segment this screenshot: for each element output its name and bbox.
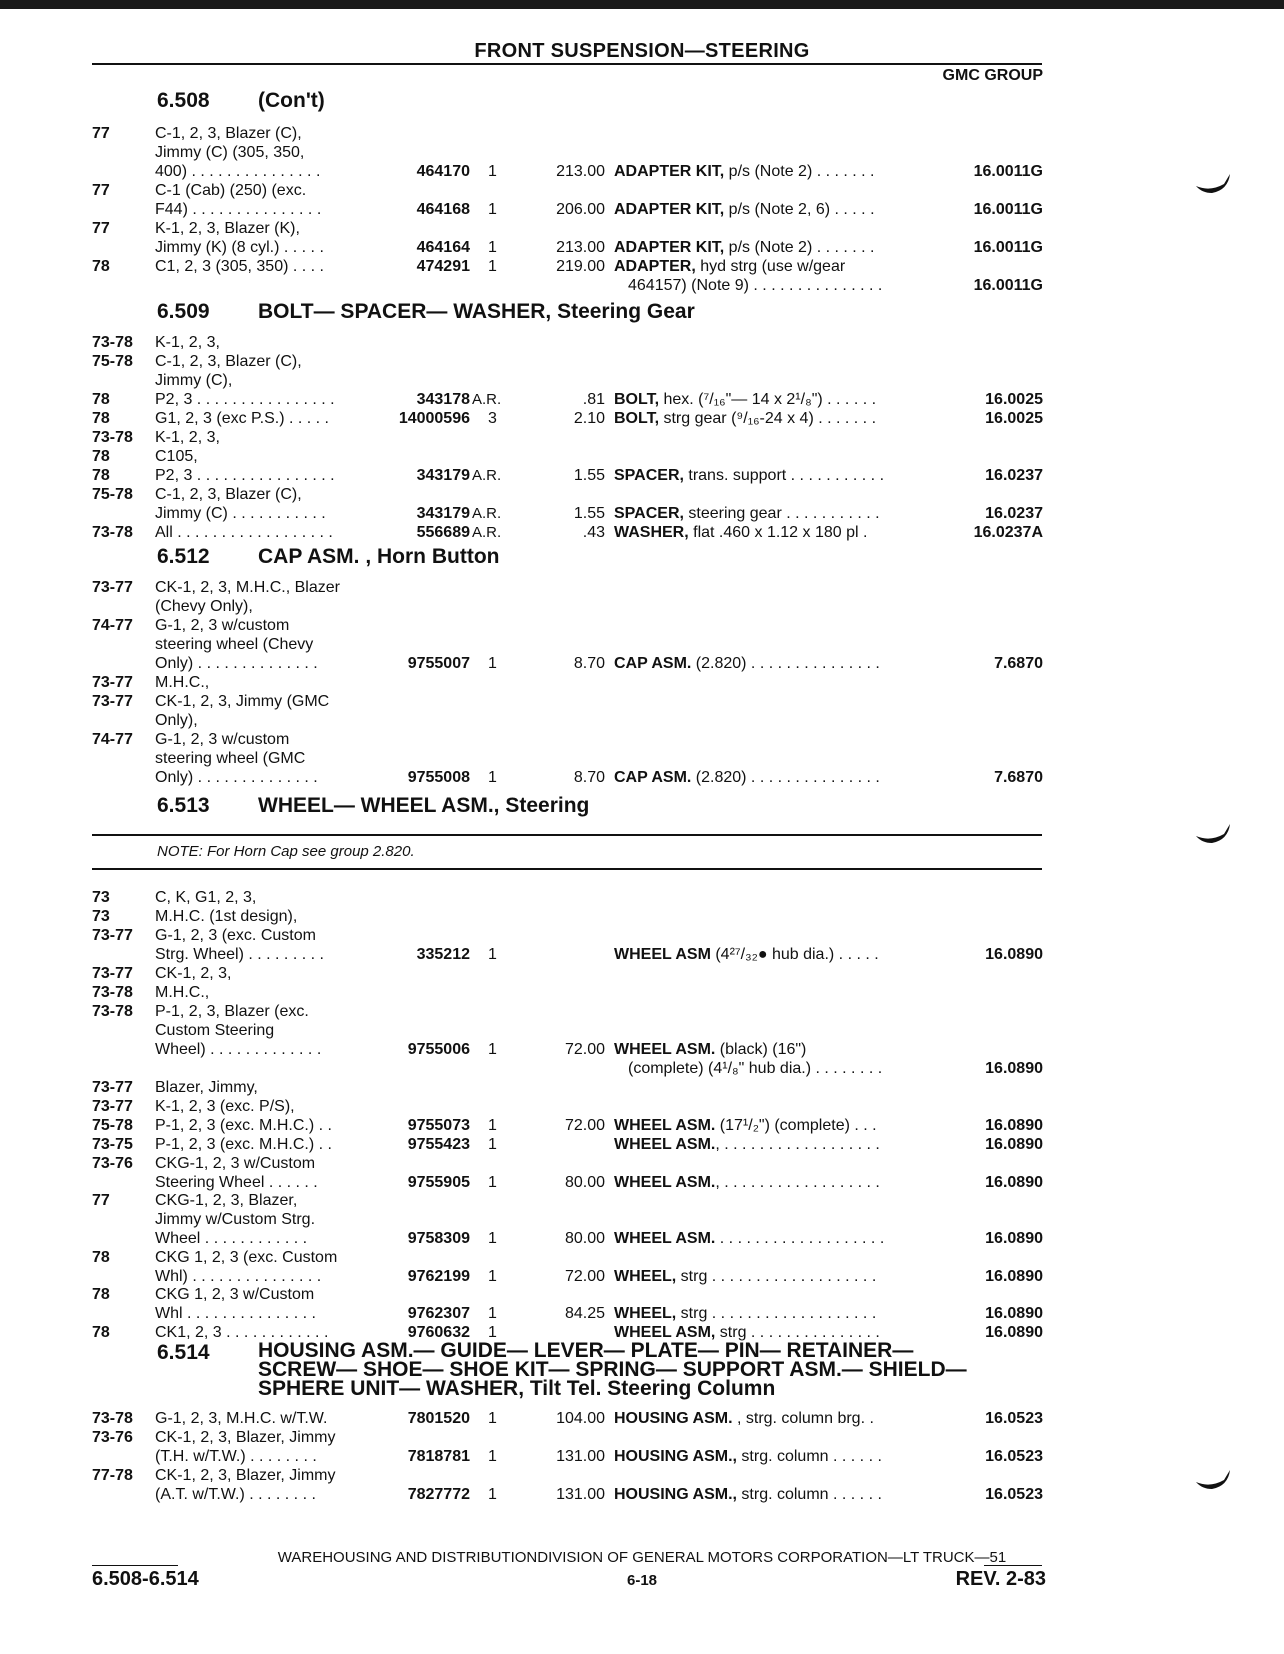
row-price: 131.00 <box>556 1448 605 1465</box>
row-description-name: HOUSING ASM., <box>614 1448 737 1465</box>
row-application: G-1, 2, 3, M.H.C. w/T.W. <box>155 1410 328 1427</box>
row-application: Custom Steering <box>155 1022 275 1039</box>
row-price: 72.00 <box>564 1117 605 1134</box>
row-group: 16.0890 <box>985 946 1043 963</box>
row-quantity: 1 <box>488 1448 497 1465</box>
row-year: 73-77 <box>92 927 133 944</box>
row-description-name: WHEEL ASM. <box>614 1230 716 1247</box>
punch-hole-mark <box>1194 1468 1232 1490</box>
row-price: 206.00 <box>556 201 605 218</box>
row-application: C-1, 2, 3, Blazer (C), <box>155 353 302 370</box>
row-quantity: 3 <box>488 410 497 427</box>
row-description-detail: (17¹/₂") (complete) . . . <box>715 1117 877 1134</box>
row-application: P-1, 2, 3, Blazer (exc. <box>155 1003 309 1020</box>
row-quantity: 1 <box>488 1410 497 1427</box>
footer-page-number: 6-18 <box>626 1572 658 1589</box>
section-title-line3: SPHERE UNIT— WASHER, Tilt Tel. Steering Column <box>258 1377 776 1400</box>
row-description-detail: (2.820) . . . . . . . . . . . . . . . <box>691 655 880 672</box>
row-description-name: WHEEL ASM, <box>614 1324 716 1341</box>
section-title-line2: SCREW— SHOE— SHOE KIT— SPRING— SUPPORT ASM.— SHIELD— <box>258 1358 967 1381</box>
row-description <box>614 1323 934 1342</box>
row-part-number: 14000596 <box>398 410 470 427</box>
row-part-number: 7818781 <box>407 1448 470 1465</box>
row-part-number: 556689 <box>416 524 470 541</box>
section-number: 6.508 <box>157 89 210 112</box>
row-year: 73-76 <box>92 1429 133 1446</box>
row-part-number: 9755006 <box>407 1041 470 1058</box>
row-group: 16.0523 <box>985 1410 1043 1427</box>
row-description <box>628 1059 948 1078</box>
row-part-number: 343179 <box>416 505 470 522</box>
section-title: (Con't) <box>258 89 325 112</box>
row-part-number: 9762307 <box>407 1305 470 1322</box>
row-description-detail: strg. column . . . . . . <box>736 1486 882 1503</box>
row-quantity: 1 <box>488 1305 497 1322</box>
row-price: 213.00 <box>556 239 605 256</box>
title-rule <box>92 63 1042 65</box>
row-application: Jimmy (K) (8 cyl.) . . . . . <box>155 239 324 256</box>
row-description-detail: strg gear (⁹/₁₆-24 x 4) . . . . . . . <box>659 410 877 427</box>
punch-hole-mark <box>1194 822 1232 844</box>
row-description <box>614 1116 934 1135</box>
row-description-detail: (4²⁷/₃₂● hub dia.) . . . . . <box>710 946 879 963</box>
row-description-name: SPACER, <box>614 467 684 484</box>
row-description-name: SPACER, <box>614 505 684 522</box>
row-price: 1.55 <box>573 505 605 522</box>
row-quantity: A.R. <box>472 467 502 484</box>
row-application: CKG-1, 2, 3 w/Custom <box>155 1155 316 1172</box>
row-year: 73-76 <box>92 1155 133 1172</box>
row-application: (Chevy Only), <box>155 598 253 615</box>
row-description-detail: p/s (Note 2, 6) . . . . . <box>724 201 875 218</box>
row-part-number: 9758309 <box>407 1230 470 1247</box>
row-part-number: 9760632 <box>407 1324 470 1341</box>
row-part-number: 9755073 <box>407 1117 470 1134</box>
row-year: 73-77 <box>92 693 133 710</box>
row-description-detail: . . . . . . . . . . . . . . . . . . . <box>715 1230 885 1247</box>
row-group: 16.0011G <box>973 163 1043 180</box>
row-part-number: 343179 <box>416 467 470 484</box>
row-group: 16.0890 <box>985 1324 1043 1341</box>
row-year: 78 <box>92 391 110 408</box>
row-part-number: 9755905 <box>407 1174 470 1191</box>
row-description <box>614 162 934 181</box>
row-description-name: ADAPTER KIT, <box>614 239 725 256</box>
row-price: 80.00 <box>564 1174 605 1191</box>
row-group: 16.0237 <box>985 467 1043 484</box>
page-title: FRONT SUSPENSION—STEERING <box>474 40 810 62</box>
row-year: 78 <box>92 410 110 427</box>
row-application: CK-1, 2, 3, Jimmy (GMC <box>155 693 330 710</box>
row-part-number: 474291 <box>416 258 470 275</box>
row-part-number: 464168 <box>416 201 470 218</box>
row-description <box>614 945 934 964</box>
row-group: 7.6870 <box>994 655 1043 672</box>
row-application: Steering Wheel . . . . . . <box>155 1174 318 1191</box>
row-price: .43 <box>582 524 605 541</box>
row-description <box>614 523 934 542</box>
row-description-name: HOUSING ASM., <box>614 1486 737 1503</box>
row-quantity: 1 <box>488 163 497 180</box>
row-description-name: WHEEL, <box>614 1305 677 1322</box>
row-year: 73-78 <box>92 984 133 1001</box>
row-description-name: BOLT, <box>614 391 660 408</box>
row-price: 213.00 <box>556 163 605 180</box>
row-description-name: HOUSING ASM. <box>614 1410 733 1427</box>
row-year: 73-77 <box>92 965 133 982</box>
row-year: 77 <box>92 1192 110 1209</box>
row-quantity: 1 <box>488 1174 497 1191</box>
row-description <box>614 768 934 787</box>
row-group: 16.0237A <box>973 524 1043 541</box>
row-quantity: 1 <box>488 655 497 672</box>
row-part-number: 9762199 <box>407 1268 470 1285</box>
row-application: G-1, 2, 3 (exc. Custom <box>155 927 316 944</box>
row-price: 8.70 <box>573 655 605 672</box>
row-description-detail: strg . . . . . . . . . . . . . . . . . . . <box>676 1268 877 1285</box>
row-application: CK-1, 2, 3, M.H.C., Blazer <box>155 579 340 596</box>
row-description-detail: p/s (Note 2) . . . . . . . <box>724 239 875 256</box>
row-description <box>614 654 934 673</box>
row-year: 75-78 <box>92 1117 133 1134</box>
row-year: 78 <box>92 258 110 275</box>
row-application: Blazer, Jimmy, <box>155 1079 258 1096</box>
row-application: G-1, 2, 3 w/custom <box>155 731 290 748</box>
row-price: 72.00 <box>564 1268 605 1285</box>
row-price: 72.00 <box>564 1041 605 1058</box>
row-quantity: 1 <box>488 258 497 275</box>
row-application: (A.T. w/T.W.) . . . . . . . . <box>155 1486 316 1503</box>
row-application: CKG-1, 2, 3, Blazer, <box>155 1192 298 1209</box>
note-rule-bottom <box>92 868 1042 870</box>
row-group: 16.0890 <box>985 1174 1043 1191</box>
row-application: M.H.C. (1st design), <box>155 908 298 925</box>
section-title: BOLT— SPACER— WASHER, Steering Gear <box>258 300 695 323</box>
row-description-detail: (2.820) . . . . . . . . . . . . . . . <box>691 769 880 786</box>
row-application: (T.H. w/T.W.) . . . . . . . . <box>155 1448 317 1465</box>
top-border <box>0 0 1284 9</box>
row-year: 73-78 <box>92 1003 133 1020</box>
row-application: Only), <box>155 712 198 729</box>
row-description-detail: strg . . . . . . . . . . . . . . . <box>715 1324 880 1341</box>
row-group: 16.0523 <box>985 1486 1043 1503</box>
row-description <box>614 1267 934 1286</box>
row-description-detail: p/s (Note 2) . . . . . . . <box>724 163 875 180</box>
row-description-name: BOLT, <box>614 410 660 427</box>
row-group: 16.0011G <box>973 277 1043 294</box>
row-price: 1.55 <box>573 467 605 484</box>
row-part-number: 343178 <box>416 391 470 408</box>
row-price: 104.00 <box>556 1410 605 1427</box>
row-description-detail: hex. (⁷/₁₆"— 14 x 2¹/₈") . . . . . . <box>659 391 877 408</box>
row-description <box>614 409 934 428</box>
row-application: Jimmy (C), <box>155 372 233 389</box>
row-application: Wheel) . . . . . . . . . . . . . <box>155 1041 322 1058</box>
row-application: Only) . . . . . . . . . . . . . . <box>155 655 318 672</box>
row-application: P2, 3 . . . . . . . . . . . . . . . . <box>155 391 335 408</box>
section-title: CAP ASM. , Horn Button <box>258 545 500 568</box>
note-text: NOTE: For Horn Cap see group 2.820. <box>157 843 415 860</box>
row-description-detail: , . . . . . . . . . . . . . . . . . . <box>715 1136 880 1153</box>
row-description-detail: strg. column . . . . . . <box>736 1448 882 1465</box>
row-part-number: 335212 <box>416 946 470 963</box>
row-description-name: WHEEL ASM. <box>614 1041 716 1058</box>
row-quantity: 1 <box>488 239 497 256</box>
row-price: 2.10 <box>573 410 605 427</box>
row-part-number: 7801520 <box>407 1410 470 1427</box>
row-application: G-1, 2, 3 w/custom <box>155 617 290 634</box>
section-number: 6.514 <box>157 1341 210 1364</box>
row-description <box>614 466 934 485</box>
row-application: CK-1, 2, 3, Blazer, Jimmy <box>155 1429 336 1446</box>
row-description-detail: strg . . . . . . . . . . . . . . . . . . . <box>676 1305 877 1322</box>
row-application: P-1, 2, 3 (exc. M.H.C.) . . <box>155 1136 332 1153</box>
row-application: CK-1, 2, 3, Blazer, Jimmy <box>155 1467 336 1484</box>
row-application: Jimmy (C) . . . . . . . . . . . <box>155 505 326 522</box>
row-description <box>614 257 934 276</box>
row-group: 16.0890 <box>985 1060 1043 1077</box>
row-application: 400) . . . . . . . . . . . . . . . <box>155 163 321 180</box>
row-application: Only) . . . . . . . . . . . . . . <box>155 769 318 786</box>
row-quantity: A.R. <box>472 391 502 408</box>
row-year: 78 <box>92 1249 110 1266</box>
row-application: C1, 2, 3 (305, 350) . . . . <box>155 258 324 275</box>
row-price: 84.25 <box>564 1305 605 1322</box>
row-year: 75-78 <box>92 353 133 370</box>
row-application: P2, 3 . . . . . . . . . . . . . . . . <box>155 467 335 484</box>
row-description-name: CAP ASM. <box>614 655 692 672</box>
row-quantity: 1 <box>488 1117 497 1134</box>
row-year: 77 <box>92 220 110 237</box>
row-quantity: 1 <box>488 1486 497 1503</box>
row-year: 77-78 <box>92 1467 133 1484</box>
row-quantity: 1 <box>488 201 497 218</box>
row-quantity: A.R. <box>472 524 502 541</box>
row-year: 73-78 <box>92 334 133 351</box>
row-application: K-1, 2, 3, <box>155 334 220 351</box>
row-description-name: ADAPTER KIT, <box>614 163 725 180</box>
row-application: All . . . . . . . . . . . . . . . . . . <box>155 524 333 541</box>
section-number: 6.513 <box>157 794 210 817</box>
row-description-detail: flat .460 x 1.12 x 180 pl . <box>688 524 868 541</box>
row-group: 7.6870 <box>994 769 1043 786</box>
row-group: 16.0890 <box>985 1117 1043 1134</box>
row-year: 73-77 <box>92 1098 133 1115</box>
row-description-detail: trans. support . . . . . . . . . . . <box>683 467 885 484</box>
row-price: .81 <box>582 391 605 408</box>
row-application: C, K, G1, 2, 3, <box>155 889 257 906</box>
row-application: K-1, 2, 3, <box>155 429 220 446</box>
row-year: 77 <box>92 182 110 199</box>
row-description <box>614 390 934 409</box>
row-year: 73-77 <box>92 674 133 691</box>
row-group: 16.0890 <box>985 1230 1043 1247</box>
row-year: 73-78 <box>92 429 133 446</box>
row-quantity: 1 <box>488 769 497 786</box>
footer-revision: REV. 2-83 <box>955 1568 1046 1590</box>
row-description-name: ADAPTER KIT, <box>614 201 725 218</box>
row-description-name: WHEEL, <box>614 1268 677 1285</box>
row-description <box>614 1135 934 1154</box>
row-price: 219.00 <box>556 258 605 275</box>
row-group: 16.0890 <box>985 1305 1043 1322</box>
row-part-number: 464170 <box>416 163 470 180</box>
row-description-detail: , . . . . . . . . . . . . . . . . . . <box>715 1174 880 1191</box>
row-description <box>614 238 934 257</box>
row-description <box>614 1447 934 1466</box>
row-application: Jimmy (C) (305, 350, <box>155 144 305 161</box>
row-application: K-1, 2, 3, Blazer (K), <box>155 220 300 237</box>
row-group: 16.0890 <box>985 1268 1043 1285</box>
row-group: 16.0523 <box>985 1448 1043 1465</box>
row-price: 8.70 <box>573 769 605 786</box>
row-part-number: 9755423 <box>407 1136 470 1153</box>
row-description-detail: 464157) (Note 9) . . . . . . . . . . . . . . . <box>628 277 883 294</box>
row-application: M.H.C., <box>155 674 210 691</box>
row-description-name: WHEEL ASM. <box>614 1174 716 1191</box>
row-description <box>614 1304 934 1323</box>
row-description-detail: (black) (16") <box>715 1041 807 1058</box>
row-part-number: 9755008 <box>407 769 470 786</box>
row-application: CKG 1, 2, 3 w/Custom <box>155 1286 315 1303</box>
row-application: CKG 1, 2, 3 (exc. Custom <box>155 1249 338 1266</box>
row-quantity: 1 <box>488 1041 497 1058</box>
row-description <box>614 200 934 219</box>
row-year: 73-77 <box>92 579 133 596</box>
row-price: 131.00 <box>556 1486 605 1503</box>
row-group: 16.0025 <box>985 391 1043 408</box>
row-application: C-1, 2, 3, Blazer (C), <box>155 125 302 142</box>
row-description-name: ADAPTER, <box>614 258 696 275</box>
row-year: 74-77 <box>92 617 133 634</box>
row-application: Strg. Wheel) . . . . . . . . . <box>155 946 324 963</box>
row-application: P-1, 2, 3 (exc. M.H.C.) . . <box>155 1117 332 1134</box>
row-application: F44) . . . . . . . . . . . . . . . <box>155 201 322 218</box>
row-description <box>614 1173 934 1192</box>
section-number: 6.509 <box>157 300 210 323</box>
row-part-number: 9755007 <box>407 655 470 672</box>
row-application: M.H.C., <box>155 984 210 1001</box>
row-part-number: 7827772 <box>407 1486 470 1503</box>
row-quantity: 1 <box>488 1324 497 1341</box>
row-group: 16.0025 <box>985 410 1043 427</box>
row-description-name: WASHER, <box>614 524 689 541</box>
row-year: 73 <box>92 908 110 925</box>
row-quantity: 1 <box>488 1136 497 1153</box>
row-application: K-1, 2, 3 (exc. P/S), <box>155 1098 295 1115</box>
footer-text: WAREHOUSING AND DISTRIBUTIONDIVISION OF GENERAL MOTORS CORPORATION—LT TRUCK—51 <box>277 1549 1007 1566</box>
row-quantity: 1 <box>488 1268 497 1285</box>
row-application: C105, <box>155 448 198 465</box>
footer-section-range: 6.508-6.514 <box>92 1568 199 1590</box>
row-description-name: WHEEL ASM. <box>614 1136 716 1153</box>
row-description <box>614 1485 934 1504</box>
row-description-name: CAP ASM. <box>614 769 692 786</box>
row-description <box>614 1040 934 1059</box>
row-year: 73-78 <box>92 1410 133 1427</box>
section-title: WHEEL— WHEEL ASM., Steering <box>258 794 590 817</box>
row-description <box>614 1229 934 1248</box>
row-application: Whl . . . . . . . . . . . . . . . <box>155 1305 316 1322</box>
row-application: Wheel . . . . . . . . . . . . <box>155 1230 308 1247</box>
section-number: 6.512 <box>157 545 210 568</box>
row-application: Jimmy w/Custom Strg. <box>155 1211 316 1228</box>
row-part-number: 464164 <box>416 239 470 256</box>
row-description-detail: steering gear . . . . . . . . . . . <box>683 505 880 522</box>
row-price: 80.00 <box>564 1230 605 1247</box>
row-year: 74-77 <box>92 731 133 748</box>
row-year: 78 <box>92 467 110 484</box>
note-rule-top <box>92 834 1042 836</box>
row-group: 16.0890 <box>985 1136 1043 1153</box>
punch-hole-mark <box>1194 172 1232 194</box>
row-application: G1, 2, 3 (exc P.S.) . . . . . <box>155 410 329 427</box>
row-application: CK-1, 2, 3, <box>155 965 232 982</box>
row-application: C-1, 2, 3, Blazer (C), <box>155 486 302 503</box>
row-quantity: 1 <box>488 946 497 963</box>
row-year: 78 <box>92 1324 110 1341</box>
row-application: steering wheel (Chevy <box>155 636 314 653</box>
row-year: 73-75 <box>92 1136 133 1153</box>
row-application: steering wheel (GMC <box>155 750 306 767</box>
row-quantity: A.R. <box>472 505 502 522</box>
row-application: C-1 (Cab) (250) (exc. <box>155 182 307 199</box>
group-label: GMC GROUP <box>942 67 1043 84</box>
row-description-detail: , strg. column brg. . <box>732 1410 874 1427</box>
row-description-detail: hyd strg (use w/gear <box>695 258 846 275</box>
row-year: 77 <box>92 125 110 142</box>
section-title: HOUSING ASM.— GUIDE— LEVER— PLATE— PIN— RETAINER— <box>258 1339 914 1362</box>
row-description-detail: (complete) (4¹/₈" hub dia.) . . . . . . . . <box>628 1060 883 1077</box>
row-group: 16.0237 <box>985 505 1043 522</box>
row-description-name: WHEEL ASM. <box>614 1117 716 1134</box>
row-description <box>628 276 948 295</box>
row-application: Whl) . . . . . . . . . . . . . . . <box>155 1268 322 1285</box>
row-description <box>614 1409 934 1428</box>
row-year: 75-78 <box>92 486 133 503</box>
row-group: 16.0011G <box>973 239 1043 256</box>
row-description-name: WHEEL ASM <box>614 946 711 963</box>
row-quantity: 1 <box>488 1230 497 1247</box>
row-year: 78 <box>92 448 110 465</box>
row-year: 78 <box>92 1286 110 1303</box>
row-application: CK1, 2, 3 . . . . . . . . . . . . <box>155 1324 329 1341</box>
row-year: 73 <box>92 889 110 906</box>
row-group: 16.0011G <box>973 201 1043 218</box>
row-year: 73-77 <box>92 1079 133 1096</box>
row-description <box>614 504 934 523</box>
row-year: 73-78 <box>92 524 133 541</box>
